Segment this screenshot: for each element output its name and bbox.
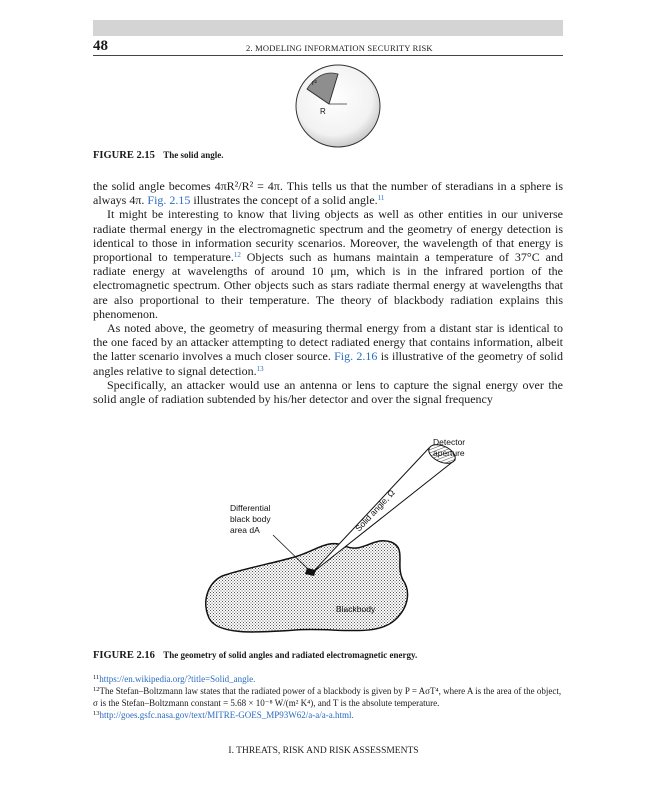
footnote-13 <box>93 709 563 721</box>
figure-2-16-caption <box>93 650 417 661</box>
figure-2-15-diagram <box>290 62 390 152</box>
link-fig-2-16[interactable]: Fig. 2.16 <box>334 349 378 364</box>
figure-2-15-title: The solid angle. <box>163 150 224 160</box>
label-differential-line3: area dA <box>230 525 260 535</box>
page-number: 48 <box>93 38 108 54</box>
p3-text-a: As noted above, the geometry of measuring thermal energy from a distant star is identical to the one faced by an attacker attempting to detect radiated energy that contains information, albeit the latter scenario involves a much closer source. <box>93 321 563 364</box>
p2-text-a: It might be interesting to know that living objects as well as other entities in our universe radiate thermal energy in the electromagnetic spectrum and the geometry of energy detection is identical to those in information security scenarios. Moreover, the wavelength of that energy is proportional to temperature. <box>93 207 563 265</box>
footnote-11-number: 11 <box>93 674 100 681</box>
label-R: R <box>320 107 326 116</box>
paragraph-1 <box>93 179 563 207</box>
figure-2-15-label: FIGURE 2.15 <box>93 150 155 161</box>
label-solid-angle: Solid angle, Ω <box>353 487 397 534</box>
label-detector-line2: aperture <box>433 448 465 458</box>
page-header-band <box>93 20 563 36</box>
footnote-12-number: 12 <box>93 686 100 693</box>
footnote-11 <box>93 673 563 685</box>
label-detector-line1: Detector <box>433 437 466 447</box>
p1-text-b: illustrates the concept of a solid angle. <box>190 193 378 208</box>
paragraph-4: Specifically, an attacker would use an antenna or lens to capture the signal energy over the solid angle of radiation subtended by his/her detector and over the signal frequency <box>93 377 563 407</box>
footnote-11-link[interactable]: https://en.wikipedia.org/?title=Solid_angle. <box>99 674 256 684</box>
paragraph-2 <box>93 207 563 321</box>
footnote-12-text: The Stefan–Boltzmann law states that the radiated power of a blackbody is given by P = AσT⁴, where A is the area of the object, σ is the Stefan–Boltzmann constant = 5.68 × 10⁻⁸ W/(m² K⁴), and T is the absolute temperature. <box>93 686 562 708</box>
figure-2-16-diagram <box>195 430 495 645</box>
part-title-footer: I. THREATS, RISK AND RISK ASSESSMENTS <box>228 746 419 756</box>
link-fig-2-15[interactable]: Fig. 2.15 <box>147 193 191 208</box>
figure-2-16-label: FIGURE 2.16 <box>93 650 155 661</box>
label-blackbody: Blackbody <box>336 604 376 614</box>
paragraph-3 <box>93 321 563 378</box>
blackbody-shape <box>206 541 408 632</box>
footnote-13-link[interactable]: http://goes.gsfc.nasa.gov/text/MITRE-GOES_MP93W62/a-a/a-a.html. <box>99 710 354 720</box>
footnote-ref-11[interactable]: 11 <box>377 194 385 203</box>
footnote-ref-13[interactable]: 13 <box>256 364 264 373</box>
figure-2-16-title: The geometry of solid angles and radiated electromagnetic energy. <box>163 650 418 660</box>
body-text <box>93 179 563 406</box>
label-differential-line2: black body <box>230 514 271 524</box>
sphere <box>296 65 380 147</box>
p2-text-b: Objects such as humans maintain a temperature of 37°C and radiate energy at wavelengths of around 10 μm, which is in the infrared portion of the electromagnetic spectrum. Other objects such as stars radiate thermal energy at wavelengths that are also proportional to their temperature. The theory of blackbody radiation explains this phenomenon. <box>93 250 564 321</box>
footnote-ref-12[interactable]: 12 <box>233 251 241 260</box>
p3-text-b: is illustrative of the geometry of solid angles relative to signal detection. <box>93 349 563 378</box>
running-head: 2. MODELING INFORMATION SECURITY RISK <box>246 43 433 53</box>
p1-text-a: the solid angle becomes 4πR²/R² = 4π. This tells us that the number of steradians in a sphere is always 4π. <box>93 179 563 208</box>
footnotes <box>93 673 563 721</box>
figure-2-15-caption <box>93 150 223 161</box>
label-r-squared: r² <box>312 80 317 87</box>
footnote-13-number: 13 <box>93 710 100 717</box>
header-rule <box>93 55 563 56</box>
label-differential-line1: Differential <box>230 503 271 513</box>
footnote-12 <box>93 685 563 709</box>
